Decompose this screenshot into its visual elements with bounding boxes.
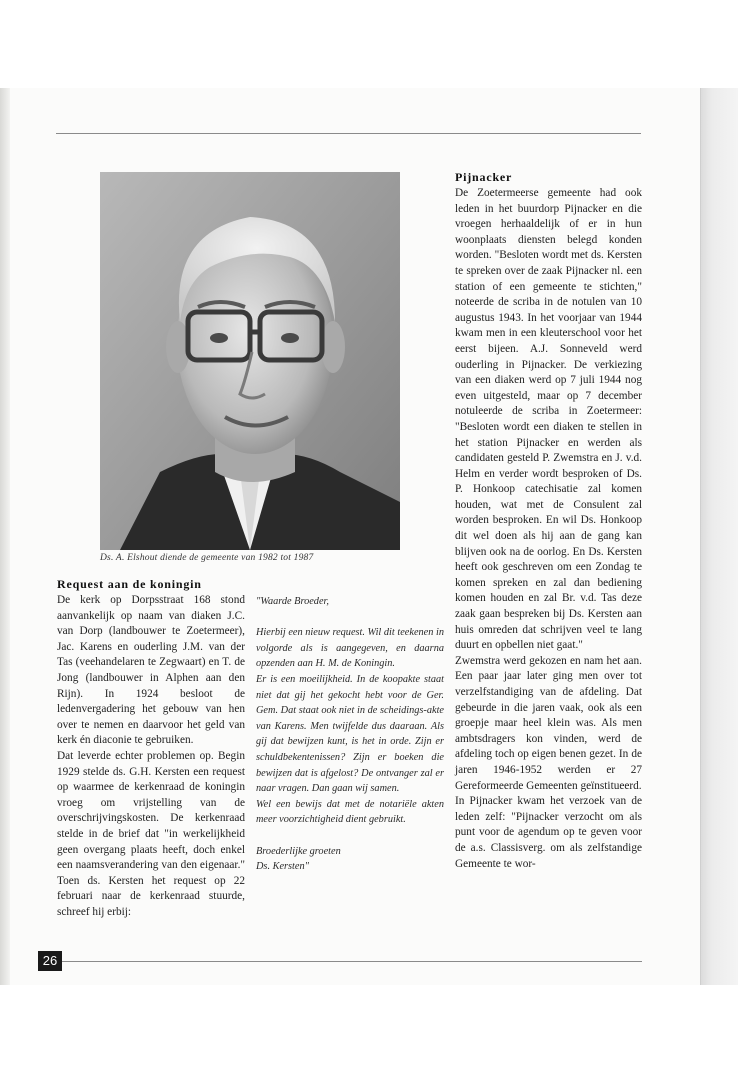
letter-paragraph: Hierbij een nieuw request. Wil dit teekenen in volgorde als is aangegeven, en daarna opzenden aan H. M. de Koningin. (256, 627, 444, 670)
right-column (455, 170, 642, 872)
right-column-body (455, 186, 642, 872)
letter-closing: Broederlijke groeten (256, 845, 341, 857)
paragraph: De Zoetermeerse gemeente had ook leden in het buurdorp Pijnacker en die vroegen herhaaldelijk of er in hun woonplaats diensten belegd konden worden. "Besloten wordt met ds. Kersten te spreken over de zaak Pijnacker nl. een station of een gemeente te stichten," noteerde de scriba in de notulen van 10 augustus 1943. In het voorjaar van 1944 kwam men in een kleuterschool voor het eerst bijeen. A.J. Sonneveld werd ouderling in Pijnacker. De verkiezing van een diaken werd op 7 juli 1944 nog even uitgesteld, maar op 7 december notuleerde de scriba in Zoetermeer: "Besloten wordt een diaken te stellen in het station Pijnacker en werden als candidaten gesteld P. Zwemstra en J. v.d. Helm en verder wordt besproken of Ds. P. Honkoop catechisatie zal komen houden, wat met de Consulent zal worden besproken. En wil Ds. Honkoop dit wel doen als hij aan de gang kan blijven ook na de oorlog. En Ds. Kersten heeft ook geschreven om een Zondag te komen spreken en zal dan bediening komen houden en zal Br. v.d. Tas deze zaak gaan bespreken bij Ds. Kersten aan huis omreden dat schrijven veel te lang duurt en opbellen niet gaat." (455, 187, 642, 652)
paragraph: De kerk op Dorpsstraat 168 stond aanvankelijk op naam van diaken J.C. van Dorp (landbouwer te Zoetermeer), Jac. Karens en ouderling J.M. van der Tas (veehandelaren te Zegwaart) en T. de Jong (landbouwer in Alphen aan den Rijn). In 1924 besloot de ledenvergadering het gebouw van hen over te nemen en daarvoor het geld van kerk én diaconie te gebruiken. (57, 594, 245, 747)
facing-page-edge (700, 88, 738, 985)
letter-paragraph: Wel een bewijs dat met de notariële akten meer voorzichtigheid dient gebruikt. (256, 798, 444, 826)
spacer (256, 610, 444, 626)
portrait-image (100, 172, 400, 550)
quoted-letter (256, 594, 444, 875)
top-rule (56, 133, 641, 134)
page-gutter-shadow (0, 88, 10, 985)
paragraph: Dat leverde echter problemen op. Begin 1929 stelde ds. G.H. Kersten een request op waarmee de kerkenraad de koningin vroeg om vrijstelling van de overschrijvingskosten. De kerkenraad stelde in de brief dat "in werkelijkheid geen overgang plaats heeft, doch enkel een naamsverandering van den eigenaar." Toen ds. Kersten het request op 22 februari naar de kerkenraad stuurde, schreef hij erbij: (57, 749, 245, 918)
paragraph: Zwemstra werd gekozen en nam het aan. Een paar jaar later ging men over tot verzelfstandiging van de afdeling. Dat gebeurde in die jaren vaak, ook als een groepje maar heel klein was. Als men ambtsdragers kon vinden, werd de afdeling toch op eigen benen gezet. In de jaren 1946-1952 werden er 27 Gereformeerde Gemeenten geïnstitueerd. (455, 654, 642, 792)
page-number: 26 (38, 951, 62, 971)
scan-background-bottom (0, 985, 738, 1068)
portrait-photo (100, 172, 400, 550)
section-heading-request: Request aan de koningin (57, 577, 202, 591)
letter-paragraph: Er is een moeilijkheid. In de koopakte staat niet dat gij het gekocht hebt voor de Ger. Gem. Dat staat ook niet in de scheidings-akte van Karens. Men twijfelde dus daaraan. Als gij dat bewijzen kunt, is het in orde. Zijn er schuldbekentenissen? Zijn er boeken die bewijzen dat is afgelost? De ontvanger zal er naar vragen. Dan gaan wij samen. (256, 673, 444, 795)
section-heading-pijnacker: Pijnacker (455, 170, 513, 184)
spacer (256, 828, 444, 844)
bottom-rule (62, 961, 642, 962)
letter-signature: Ds. Kersten" (256, 861, 309, 873)
left-column-body (57, 593, 245, 920)
left-column (57, 577, 245, 920)
paragraph: In Pijnacker kwam het verzoek van de leden zelf: "Pijnacker verzocht om als punt voor de agendum op te geven voor de a.s. Classisverg. om als zelfstandige Gemeente te wor- (455, 795, 642, 870)
scan-background-top (0, 0, 738, 88)
photo-caption: Ds. A. Elshout diende de gemeente van 1982 tot 1987 (100, 553, 314, 563)
letter-salutation: "Waarde Broeder, (256, 596, 329, 607)
